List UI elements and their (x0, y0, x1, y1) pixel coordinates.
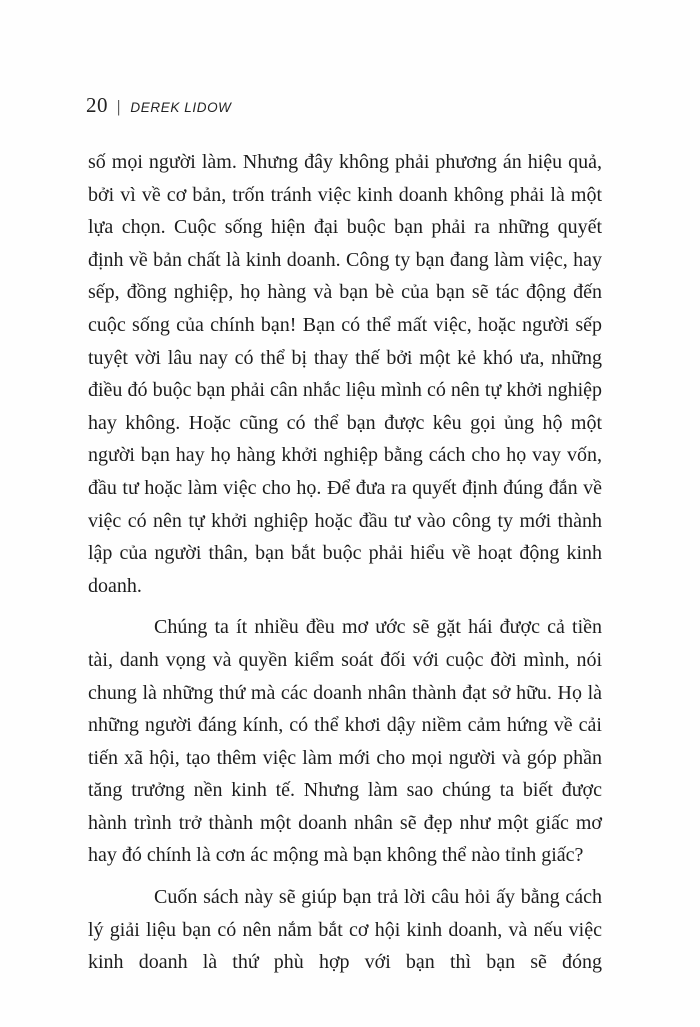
author-name: DEREK LIDOW (130, 100, 232, 115)
page-number: 20 (86, 93, 108, 117)
running-head-separator: | (117, 97, 121, 116)
body-text (88, 146, 602, 979)
paragraph-partial: Cuốn sách này sẽ giúp bạn trả lời câu hỏi ấy bằng cách lý giải liệu bạn có nên nắm bắt cơ hội kinh doanh, và nếu việc kinh doanh là thứ phù hợp với bạn thì bạn sẽ đóng (88, 886, 602, 974)
paragraph: Chúng ta ít nhiều đều mơ ước sẽ gặt hái được cả tiền tài, danh vọng và quyền kiểm soát đối với cuộc đời mình, nói chung là những thứ mà các doanh nhân thành đạt sở hữu. Họ là những người đáng kính, có thể khơi dậy niềm cảm hứng về cải tiến xã hội, tạo thêm việc làm mới cho mọi người và góp phần tăng trưởng nền kinh tế. Nhưng làm sao chúng ta biết được hành trình trở thành một doanh nhân sẽ đẹp như một giấc mơ hay đó chính là cơn ác mộng mà bạn không thể nào tỉnh giấc? (88, 616, 602, 867)
paragraph-continued: số mọi người làm. Nhưng đây không phải phương án hiệu quả, bởi vì về cơ bản, trốn tránh việc kinh doanh không phải là một lựa chọn. Cuộc sống hiện đại buộc bạn phải ra những quyết định về bản chất là kinh doanh. Công ty bạn đang làm việc, hay sếp, đồng nghiệp, họ hàng và bạn bè của bạn sẽ tác động đến cuộc sống của chính bạn! Bạn có thể mất việc, hoặc người sếp tuyệt vời lâu nay có thể bị thay thế bởi một kẻ khó ưa, những điều đó buộc bạn phải cân nhắc liệu mình có nên tự khởi nghiệp hay không. Hoặc cũng có thể bạn được kêu gọi ủng hộ một người bạn hay họ hàng khởi nghiệp bằng cách cho họ vay vốn, đầu tư hoặc làm việc cho họ. Để đưa ra quyết định đúng đắn về việc có nên tự khởi nghiệp hoặc đầu tư vào công ty mới thành lập của người thân, bạn bắt buộc phải hiểu về hoạt động kinh doanh. (88, 151, 602, 597)
running-head (86, 93, 232, 118)
